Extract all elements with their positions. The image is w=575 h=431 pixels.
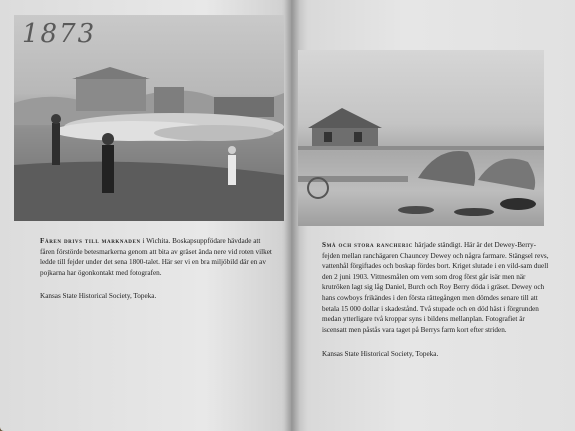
right-photo-credit: Kansas State Historical Society, Topeka. <box>322 350 439 358</box>
left-caption-body: i Wichita. Boskapsuppfödare hävdade att fåren förstörde betesmarkerna genom att bita av gräset ända nere vid roten vilket ledde till fejder under det sena 1800-talet. Här ser vi en bra miljöbild där en av pojkarna har ögonkontakt med fotografen. <box>40 237 272 277</box>
right-caption-body: härjade ständigt. Här är det Dewey-Berry-fejden mellan ranchägaren Chauncey Dewey och några farmare. Stängsel revs, vattenhål förgiftades och boskap fördes bort. Kriget slutade i en vild-sam duell den 2 juni 1903. Vittnesmålen om vem som drog först går isär men när krutröken lagt sig låg Daniel, Burch och Roy Berry döda i gräset. Dewey och hans cowboys frikändes i den första rättegången men dömdes senare till att betala 15 000 dollar i skadestånd. Två stupade och en död häst i förgrunden medan ytterligare två kroppar syns i bildens mellanplan. Fotografiet är iscensatt men påstås vara taget på Berrys farm kort efter striden. <box>322 241 549 334</box>
handwritten-year: 1873 <box>22 19 97 49</box>
left-caption-lead: Fåren drivs till marknaden <box>40 237 141 245</box>
ranch-feud-photo-scene <box>298 50 544 226</box>
left-caption <box>40 236 272 278</box>
right-caption-lead: Små och stora rancheric <box>322 241 413 249</box>
ranch-feud-photo <box>298 50 544 226</box>
right-caption <box>322 240 550 335</box>
sheep-drive-photo <box>14 15 284 221</box>
left-photo-credit: Kansas State Historical Society, Topeka. <box>40 292 157 300</box>
